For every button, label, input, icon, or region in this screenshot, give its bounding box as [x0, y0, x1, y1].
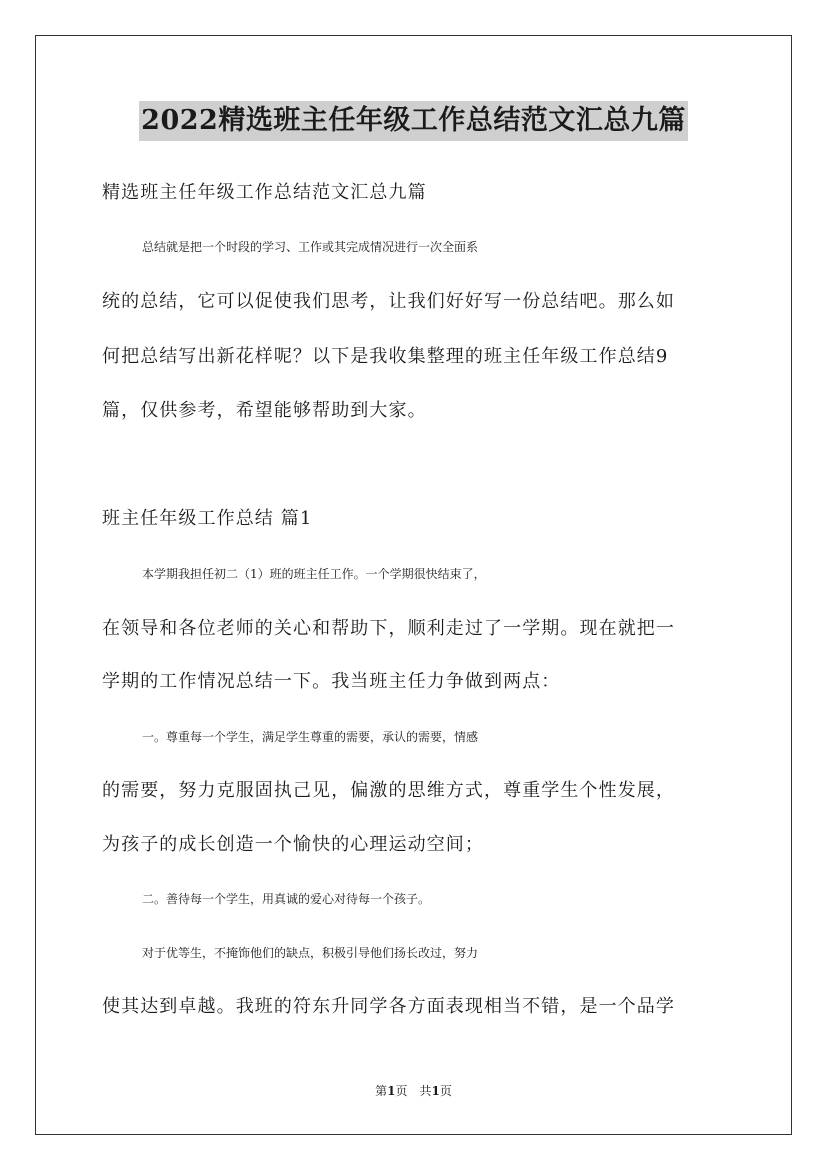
- document-title-text: 2022精选班主任年级工作总结范文汇总九篇: [139, 101, 688, 141]
- footer-total-pages: 1: [431, 1084, 440, 1098]
- document-title: [0, 101, 827, 141]
- paragraph-line: 篇，仅供参考，希望能够帮助到大家。: [102, 400, 427, 421]
- paragraph-line: 使其达到卓越。我班的符东升同学各方面表现相当不错，是一个品学: [102, 996, 675, 1017]
- section-heading: 班主任年级工作总结 篇1: [102, 508, 313, 529]
- paragraph-line: 在领导和各位老师的关心和帮助下，顺利走过了一学期。现在就把一: [102, 618, 675, 639]
- paragraph-line: 为孩子的成长创造一个愉快的心理运动空间；: [102, 834, 484, 855]
- subtitle-line: 精选班主任年级工作总结范文汇总九篇: [102, 182, 427, 203]
- paragraph-line: 何把总结写出新花样呢？以下是我收集整理的班主任年级工作总结9: [102, 346, 669, 367]
- page-footer: [0, 1083, 827, 1099]
- paragraph-line: 总结就是把一个时段的学习、工作或其完成情况进行一次全面系: [142, 240, 479, 254]
- paragraph-line: 本学期我担任初二（1）班的班主任工作。一个学期很快结束了，: [142, 567, 486, 581]
- paragraph-line: 统的总结，它可以促使我们思考，让我们好好写一份总结吧。那么如: [102, 291, 675, 312]
- footer-middle: 页 共: [395, 1084, 432, 1098]
- paragraph-line: 学期的工作情况总结一下。我当班主任力争做到两点：: [102, 671, 561, 692]
- footer-page-number: 1: [387, 1084, 396, 1098]
- paragraph-line: 对于优等生，不掩饰他们的缺点，积极引导他们扬长改过，努力: [142, 946, 479, 960]
- paragraph-line: 二。善待每一个学生，用真诚的爱心对待每一个孩子。: [142, 892, 431, 906]
- footer-prefix: 第: [375, 1084, 388, 1098]
- paragraph-line: 一。尊重每一个学生，满足学生尊重的需要，承认的需要，情感: [142, 730, 479, 744]
- paragraph-line: 的需要，努力克服固执己见，偏激的思维方式，尊重学生个性发展，: [102, 780, 675, 801]
- footer-suffix: 页: [439, 1084, 452, 1098]
